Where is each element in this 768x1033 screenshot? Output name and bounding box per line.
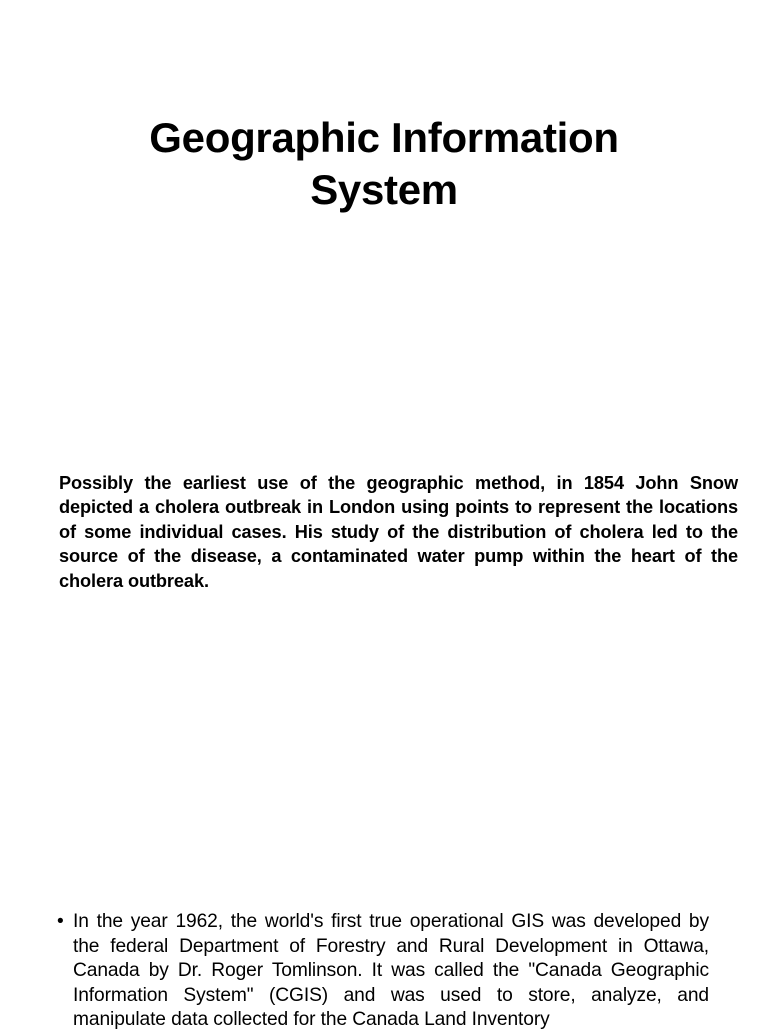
bullet-text-cgis: In the year 1962, the world's first true operational GIS was developed by the federal Department of Forestry and Rural Development in Ottawa, Canada by Dr. Roger Tomlinson. It was called the "Canada Geographic Information System" (CGIS) and was used to store, analyze, and manipulate data collected for the Canada Land Inventory <box>73 911 709 1031</box>
bullet-marker: • <box>57 911 64 932</box>
slide-title: Geographic Information System <box>149 114 619 213</box>
john-snow-paragraph: Possibly the earliest use of the geographic method, in 1854 John Snow depicted a cholera outbreak in London using points to represent the locations of some individual cases. His study of the distribution of cholera led to the source of the disease, a contaminated water pump within the heart of the cholera outbreak. <box>59 473 738 591</box>
bullet-item-cgis <box>57 910 709 1033</box>
bullet-list <box>57 910 709 1033</box>
